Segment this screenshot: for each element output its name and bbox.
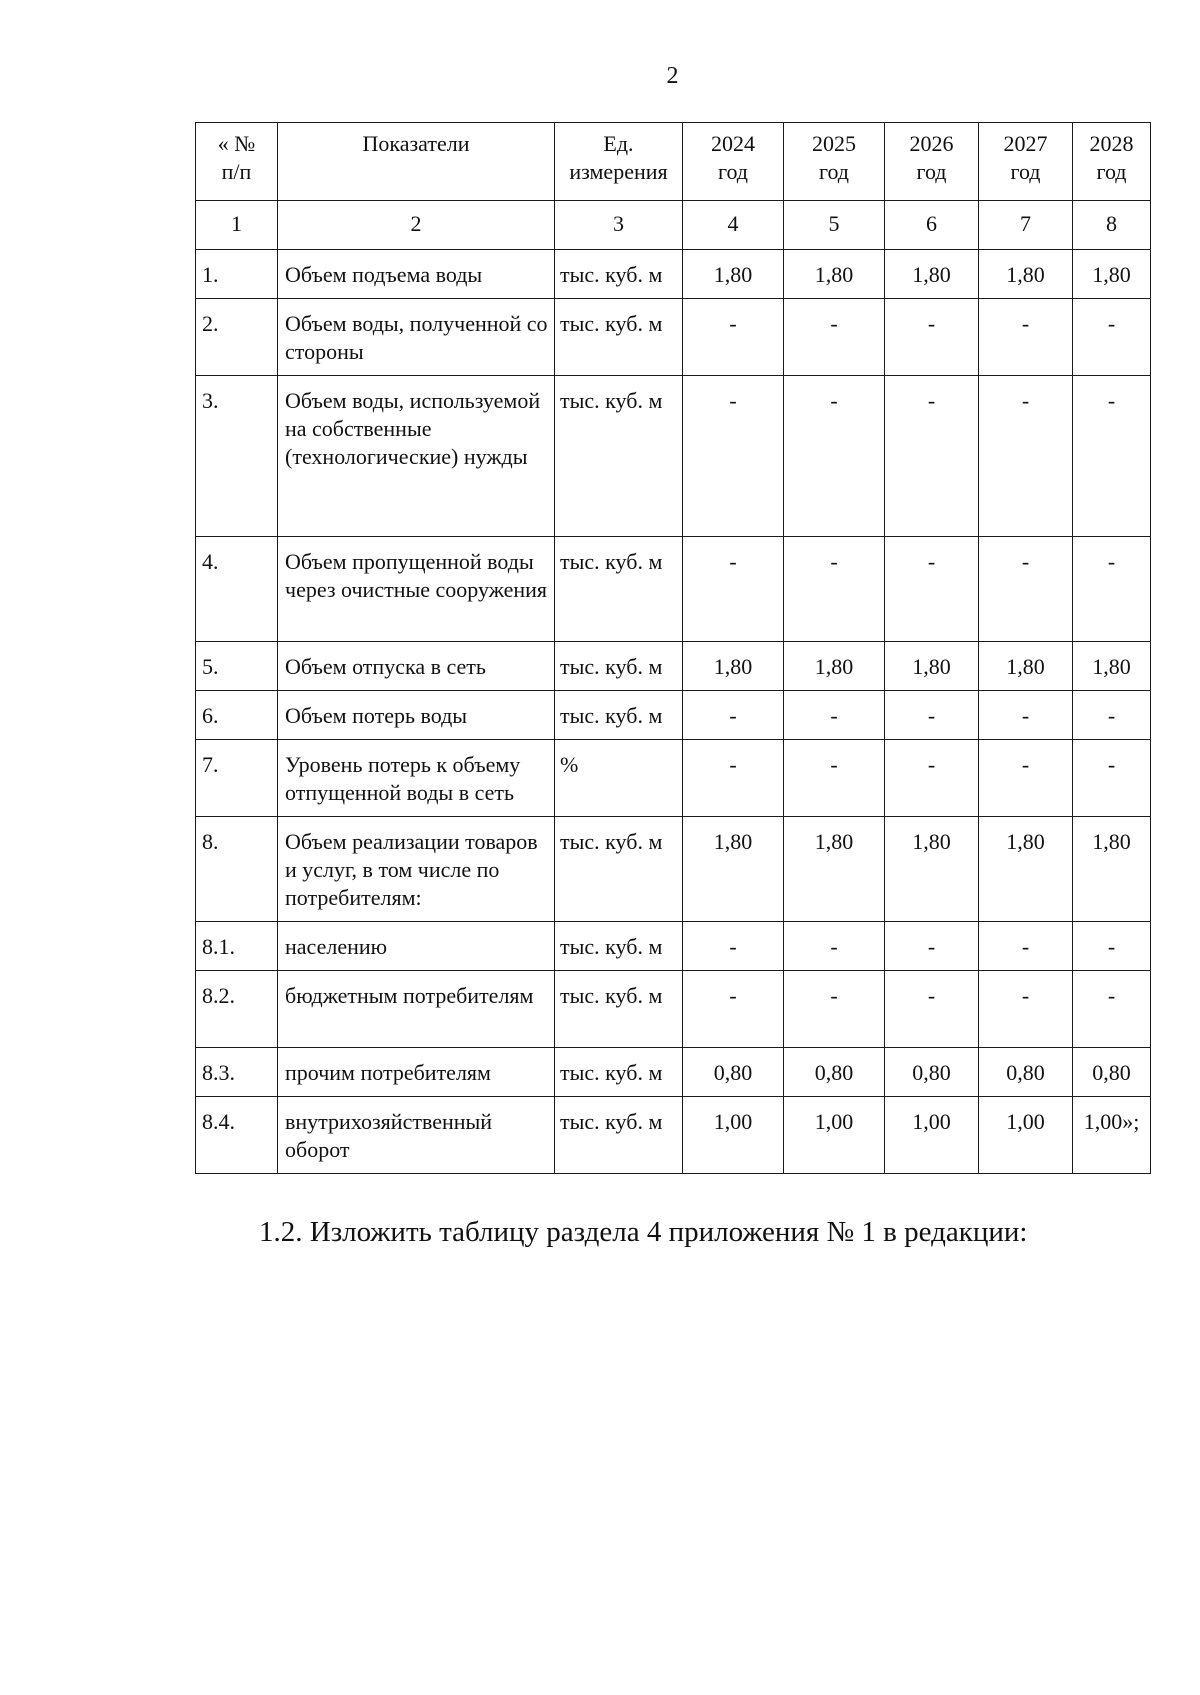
value-cell: 1,80 [979, 250, 1073, 299]
unit-cell: тыс. куб. м [555, 1048, 683, 1097]
value-cell: - [784, 922, 885, 971]
value-cell: 1,80 [979, 817, 1073, 922]
value-cell: 1,80 [1073, 642, 1151, 691]
value-cell: 0,80 [1073, 1048, 1151, 1097]
value-cell: - [885, 922, 979, 971]
unit-cell: тыс. куб. м [555, 642, 683, 691]
value-cell: 1,80 [784, 250, 885, 299]
value-cell: - [1073, 691, 1151, 740]
header-num: « № п/п [196, 123, 278, 201]
value-cell: - [1073, 922, 1151, 971]
value-cell: - [683, 299, 784, 376]
value-cell: 0,80 [784, 1048, 885, 1097]
value-cell: - [979, 376, 1073, 537]
value-cell: 1,00»; [1073, 1097, 1151, 1174]
table-row [196, 250, 1151, 299]
indicator-cell: Объем реализации товаров и услуг, в том числе по потребителям: [278, 817, 555, 922]
row-number: 7. [196, 740, 278, 817]
table-row [196, 691, 1151, 740]
value-cell: - [885, 691, 979, 740]
value-cell: - [683, 971, 784, 1048]
value-cell: - [784, 299, 885, 376]
value-cell: 1,80 [1073, 817, 1151, 922]
row-number: 5. [196, 642, 278, 691]
value-cell: 0,80 [683, 1048, 784, 1097]
unit-cell: тыс. куб. м [555, 376, 683, 537]
table-row [196, 1097, 1151, 1174]
column-number: 7 [979, 201, 1073, 250]
row-number: 3. [196, 376, 278, 537]
indicator-cell: Объем отпуска в сеть [278, 642, 555, 691]
value-cell: - [784, 537, 885, 642]
value-cell: 0,80 [979, 1048, 1073, 1097]
table-row [196, 922, 1151, 971]
unit-cell: тыс. куб. м [555, 1097, 683, 1174]
value-cell: - [683, 376, 784, 537]
value-cell: 1,80 [885, 817, 979, 922]
row-number: 8.2. [196, 971, 278, 1048]
column-number-row [196, 201, 1151, 250]
value-cell: - [784, 740, 885, 817]
column-number: 8 [1073, 201, 1151, 250]
value-cell: - [1073, 971, 1151, 1048]
value-cell: - [683, 691, 784, 740]
amendment-instruction: 1.2. Изложить таблицу раздела 4 приложения № 1 в редакции: [259, 1216, 1028, 1248]
table-row [196, 376, 1151, 537]
value-cell: 1,80 [885, 250, 979, 299]
unit-cell: тыс. куб. м [555, 971, 683, 1048]
value-cell: - [979, 922, 1073, 971]
value-cell: - [979, 740, 1073, 817]
table-row [196, 817, 1151, 922]
header-year-2024: 2024 год [683, 123, 784, 201]
value-cell: - [1073, 537, 1151, 642]
unit-cell: тыс. куб. м [555, 691, 683, 740]
column-number: 5 [784, 201, 885, 250]
column-number: 4 [683, 201, 784, 250]
table-row [196, 740, 1151, 817]
row-number: 2. [196, 299, 278, 376]
header-year-2028: 2028 год [1073, 123, 1151, 201]
table-row [196, 299, 1151, 376]
unit-cell: тыс. куб. м [555, 537, 683, 642]
value-cell: - [979, 537, 1073, 642]
value-cell: 1,00 [885, 1097, 979, 1174]
column-number: 1 [196, 201, 278, 250]
value-cell: - [784, 376, 885, 537]
value-cell: - [885, 537, 979, 642]
row-number: 8.1. [196, 922, 278, 971]
indicator-cell: Объем воды, используемой на собственные (технологические) нужды [278, 376, 555, 537]
value-cell: - [1073, 299, 1151, 376]
value-cell: 0,80 [885, 1048, 979, 1097]
header-year-2026: 2026 год [885, 123, 979, 201]
column-number: 2 [278, 201, 555, 250]
value-cell: - [784, 691, 885, 740]
unit-cell: тыс. куб. м [555, 922, 683, 971]
value-cell: 1,80 [784, 642, 885, 691]
table-row [196, 971, 1151, 1048]
indicator-cell: Объем воды, полученной со стороны [278, 299, 555, 376]
value-cell: - [1073, 740, 1151, 817]
value-cell: - [683, 922, 784, 971]
indicator-cell: прочим потребителям [278, 1048, 555, 1097]
value-cell: 1,80 [784, 817, 885, 922]
table-row [196, 537, 1151, 642]
value-cell: - [1073, 376, 1151, 537]
row-number: 8.4. [196, 1097, 278, 1174]
value-cell: - [979, 299, 1073, 376]
row-number: 6. [196, 691, 278, 740]
table-body [196, 250, 1151, 1174]
indicator-cell: населению [278, 922, 555, 971]
value-cell: - [885, 299, 979, 376]
row-number: 1. [196, 250, 278, 299]
value-cell: 1,00 [784, 1097, 885, 1174]
value-cell: - [885, 971, 979, 1048]
indicator-cell: Объем подъема воды [278, 250, 555, 299]
value-cell: 1,00 [979, 1097, 1073, 1174]
header-indicator: Показатели [278, 123, 555, 201]
header-year-2025: 2025 год [784, 123, 885, 201]
table-header-row [196, 123, 1151, 201]
value-cell: 1,80 [683, 817, 784, 922]
unit-cell: % [555, 740, 683, 817]
indicator-cell: бюджетным потребителям [278, 971, 555, 1048]
unit-cell: тыс. куб. м [555, 299, 683, 376]
value-cell: 1,80 [979, 642, 1073, 691]
value-cell: - [683, 537, 784, 642]
value-cell: - [885, 740, 979, 817]
unit-cell: тыс. куб. м [555, 817, 683, 922]
indicator-cell: Объем потерь воды [278, 691, 555, 740]
indicator-cell: Объем пропущенной воды через очистные сооружения [278, 537, 555, 642]
indicator-cell: Уровень потерь к объему отпущенной воды в сеть [278, 740, 555, 817]
value-cell: - [683, 740, 784, 817]
table-row [196, 642, 1151, 691]
water-volume-table [195, 122, 1151, 1174]
header-unit: Ед. измерения [555, 123, 683, 201]
row-number: 8.3. [196, 1048, 278, 1097]
table-row [196, 1048, 1151, 1097]
value-cell: 1,00 [683, 1097, 784, 1174]
value-cell: - [979, 971, 1073, 1048]
page-number: 2 [666, 63, 679, 89]
value-cell: 1,80 [1073, 250, 1151, 299]
column-number: 6 [885, 201, 979, 250]
row-number: 4. [196, 537, 278, 642]
column-number: 3 [555, 201, 683, 250]
value-cell: - [885, 376, 979, 537]
value-cell: - [784, 971, 885, 1048]
header-year-2027: 2027 год [979, 123, 1073, 201]
indicator-cell: внутрихозяйственный оборот [278, 1097, 555, 1174]
value-cell: 1,80 [683, 642, 784, 691]
value-cell: 1,80 [683, 250, 784, 299]
value-cell: 1,80 [885, 642, 979, 691]
unit-cell: тыс. куб. м [555, 250, 683, 299]
value-cell: - [979, 691, 1073, 740]
row-number: 8. [196, 817, 278, 922]
